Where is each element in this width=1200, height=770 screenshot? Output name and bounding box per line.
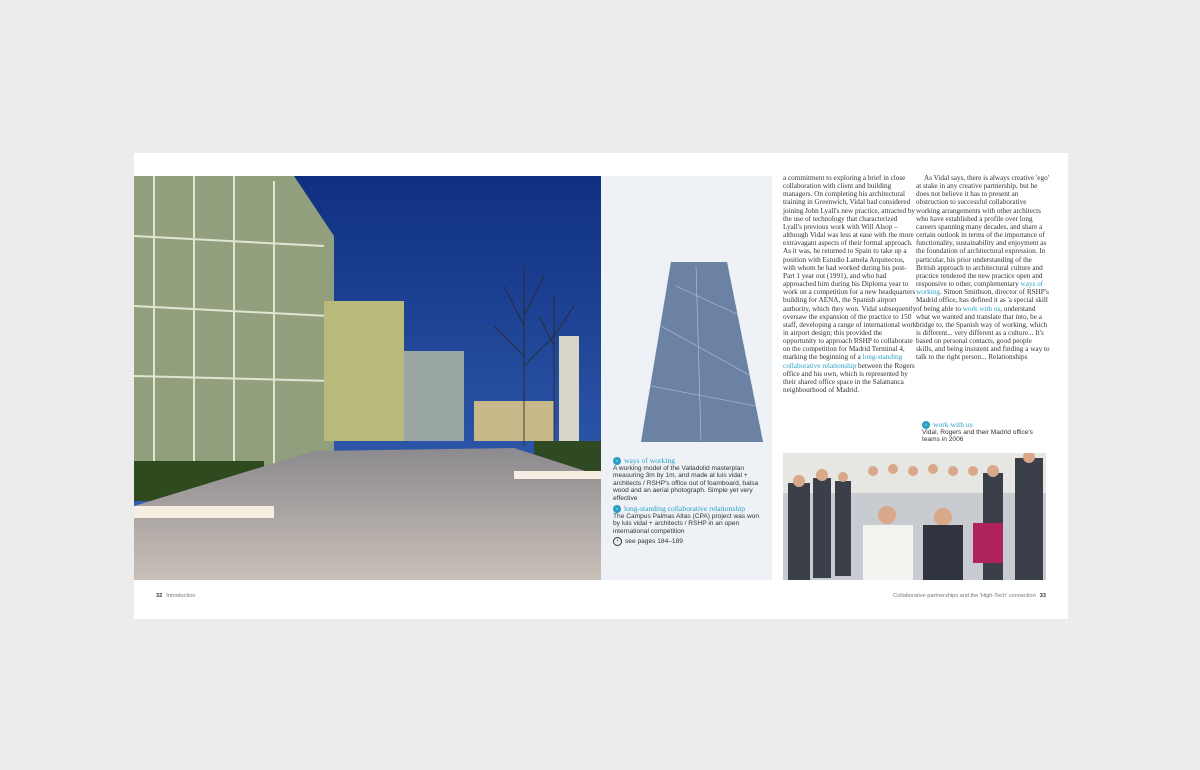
- paragraph: [916, 174, 1050, 362]
- work-with-us-inline-link[interactable]: work with us: [962, 304, 1001, 313]
- see-pages-reference[interactable]: [613, 537, 763, 546]
- ways-of-working-inline-link[interactable]: ways of working: [916, 280, 1044, 297]
- building-illustration: [134, 176, 601, 580]
- caption-body: The Campus Palmas Altas (CPA) project was won by luis vidal + architects / RSHP in an open international competition: [613, 513, 760, 535]
- arrow-bullet-icon: ›: [613, 457, 621, 465]
- text-run: As Vidal says, there is always creative 'ego' at stake in any creative partnership, but he does not believe it has to present an obstruction to successful collaborative working arrangements with other architects who have established a profile over long careers spanning many decades, and share a certain outlook in terms of the importance of functionality, sustainability and enjoyment as the foundation of architectural expression. In particular, his prior understanding of the British approach to architectural culture and practice rendered the new practice open and responsive to other, complementary: [916, 174, 1049, 289]
- sidebar-panel: [601, 176, 772, 580]
- ways-of-working-link[interactable]: [613, 457, 763, 465]
- caption-collaborative-relationship: [613, 505, 763, 546]
- paragraph: [783, 174, 917, 394]
- long-standing-link[interactable]: [613, 505, 763, 513]
- footer-right: [893, 593, 1046, 599]
- text-run: a commitment to exploring a brief in close collaboration with client and building managers. On completing his architectural training in Greenwich, Vidal had considered joining John Lyall's new practice, attracted by the use of technology that characterized Lyall's previous work with Will Alsop – although Vidal was less at ease with the more extravagant aspects of their formal approach. As it was, he returned to Spain to take up a position with Estudio Lamela Arquitectos, with whom he had worked during his post-Part 1 year out (1991), and who had approached him during his Diploma year to work on a competition for a new headquarters building for AENA, the Spanish airport authority, which they won. Vidal subsequently oversaw the expansion of the practice to 150 staff, developing a range of international work in airport design; this provided the opportunity to approach RSHP to collaborate on the competition for Madrid Terminal 4, marking the beginning of a: [783, 174, 917, 362]
- arrow-circle-icon: ›: [613, 537, 622, 546]
- text-column-2: [916, 174, 1050, 362]
- caption-title: long-standing collaborative relationship: [624, 504, 746, 513]
- page-number-left: 32: [156, 593, 163, 599]
- masterplan-model-image: [601, 256, 772, 446]
- text-run: , understand what we wanted and translate that into, be a bridge to, the Spanish way of working, which is different... very different as a culture... It's based on personal contacts, good people skills, and being insistent and finding a way to talk to the right person... Relationships: [916, 304, 1050, 362]
- footer-left: [156, 593, 195, 599]
- caption-ways-of-working: [613, 457, 763, 502]
- caption-body: A working model of the Valladolid masterplan measuring 3m by 1m, and made at luis vidal + architects / RSHP's office out of foamboard, balsa wood and an aerial photograph. Simple yet very effective: [613, 465, 759, 502]
- caption-body: Vidal, Rogers and their Madrid office's teams in 2006: [922, 429, 1033, 444]
- work-with-us-link[interactable]: [922, 421, 1052, 429]
- see-pages-text: see pages 184–189: [625, 538, 683, 546]
- team-group-photo: [783, 453, 1046, 580]
- book-spread: [134, 153, 1068, 619]
- long-standing-inline-link[interactable]: long-standing collaborative relationship: [783, 353, 903, 370]
- caption-work-with-us: [922, 421, 1052, 444]
- running-head: Collaborative partnerships and the 'High-Tech' connection: [893, 593, 1036, 599]
- caption-title: ways of working: [624, 456, 676, 465]
- arrow-bullet-icon: ›: [922, 421, 930, 429]
- caption-title: work with us: [933, 420, 973, 429]
- section-name: Introduction: [166, 593, 196, 599]
- text-column-1: [783, 174, 917, 394]
- text-run: between the Rogers office and his own, which is represented by their shared office space in the Salamanca neighbourhood of Madrid.: [783, 361, 915, 395]
- arrow-bullet-icon: ›: [613, 505, 621, 513]
- main-building-photo: [134, 176, 601, 580]
- team-photo-illustration: [783, 453, 1046, 580]
- text-run: . Simon Smithson, director of RSHP's Madrid office, has defined it as 'a special skill of being able to: [916, 288, 1049, 313]
- page-number-right: 33: [1039, 593, 1046, 599]
